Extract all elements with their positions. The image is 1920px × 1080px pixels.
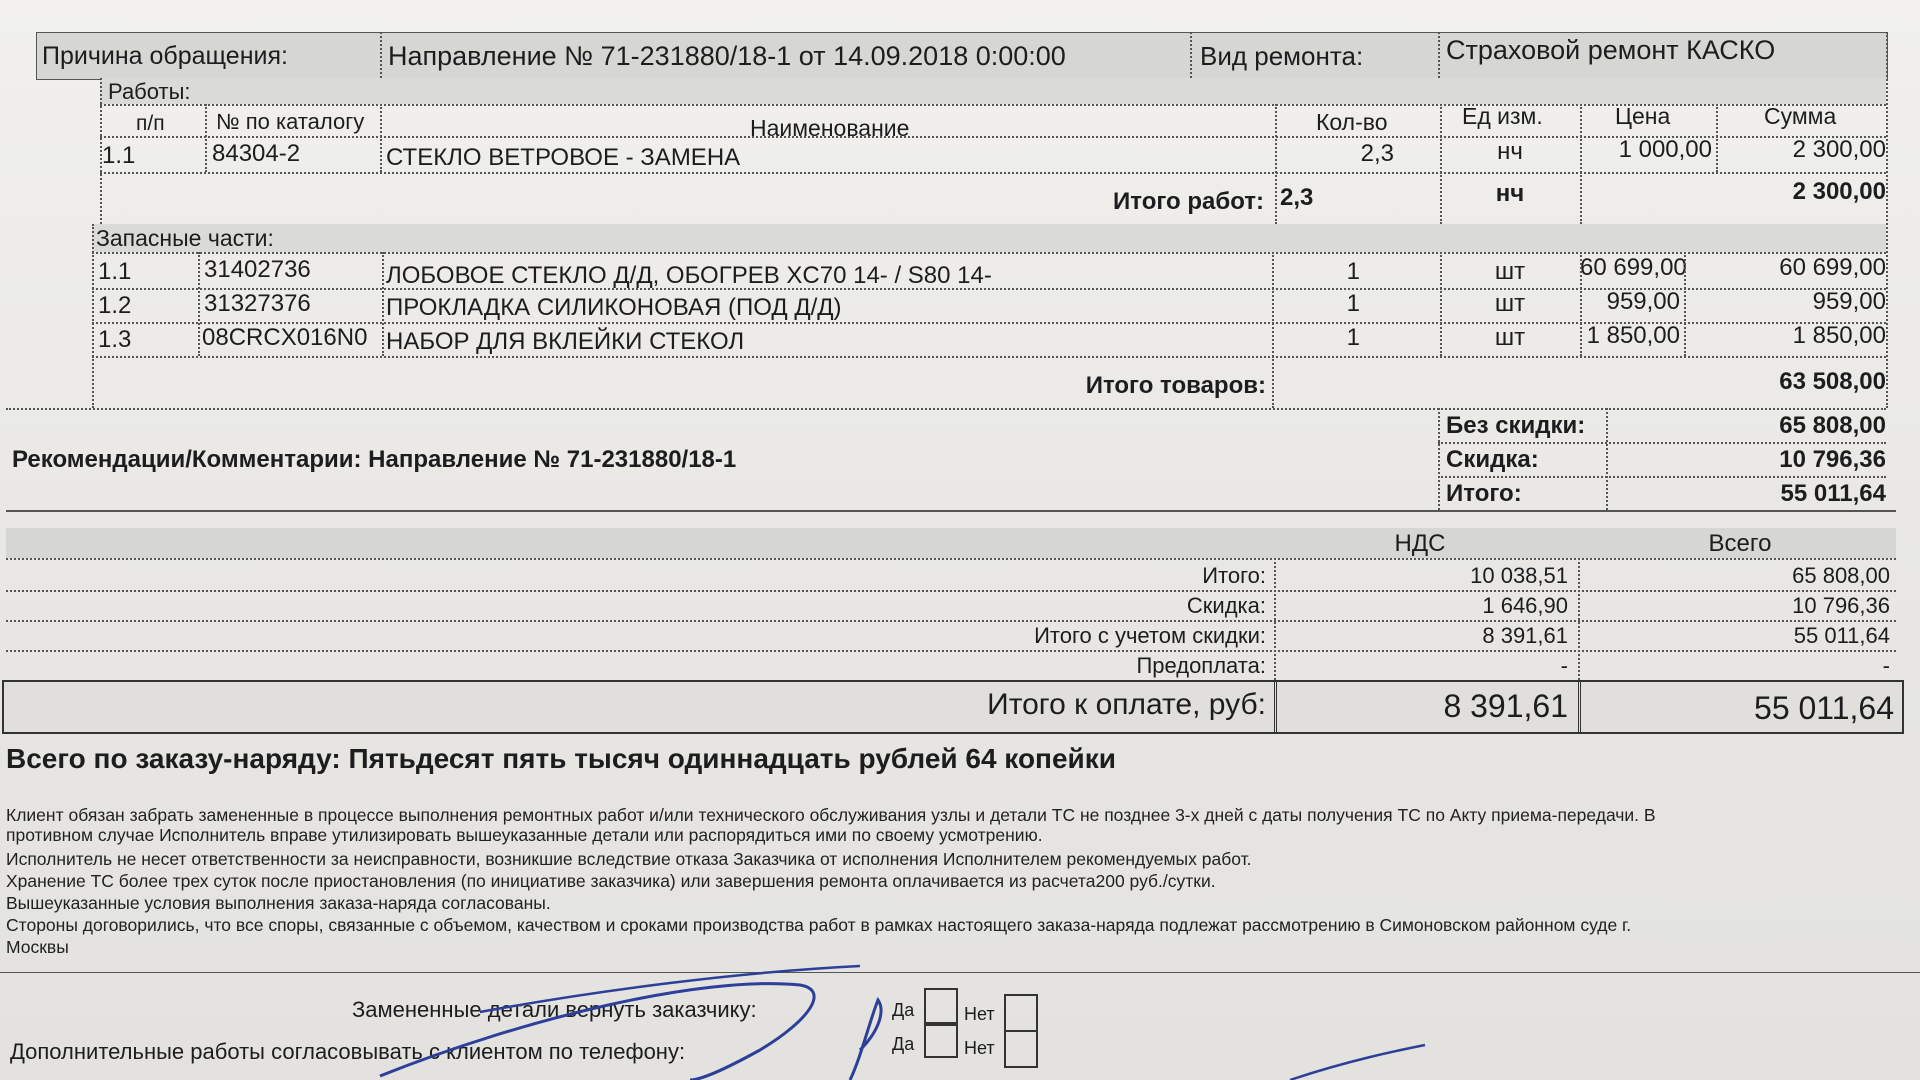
- part-sum: 1 850,00: [1792, 322, 1886, 349]
- vat-header: НДС: [1394, 530, 1446, 557]
- no-label: Нет: [964, 1038, 995, 1058]
- part-sum: 959,00: [1812, 288, 1886, 315]
- pay-vat: 8 391,61: [1443, 688, 1568, 724]
- part-price: 959,00: [1606, 288, 1680, 315]
- yes-label: Да: [892, 1034, 915, 1054]
- part-catalog: 31327376: [204, 290, 311, 317]
- extra-works-label: Дополнительные работы согласовывать с клиентом по телефону:: [10, 1039, 686, 1064]
- repair-type-value: Страховой ремонт КАСКО: [1446, 35, 1776, 65]
- part-qty: 1: [1346, 324, 1360, 351]
- part-num: 1.3: [98, 326, 132, 353]
- part-price: 1 850,00: [1586, 322, 1680, 349]
- row-qty: 2,3: [1360, 140, 1394, 167]
- reason-label: Причина обращения:: [42, 42, 288, 70]
- works-total-label: Итого работ:: [1113, 188, 1264, 215]
- discount-label: Скидка:: [1446, 446, 1539, 473]
- phone-no-checkbox[interactable]: [1004, 1030, 1038, 1068]
- total-label: Итого:: [1446, 480, 1522, 507]
- works-section-label: Работы:: [108, 79, 191, 104]
- parts-total-sum: 63 508,00: [1779, 368, 1886, 395]
- legal-line: Стороны договорились, что все споры, связанные с объемом, качеством и сроками производства работ в рамках настоящего заказа-наряда подлежат рассмотрению в Симоновском районном суде г.: [6, 915, 1632, 935]
- row-catalog: 84304-2: [212, 140, 301, 167]
- part-catalog: 08CRCX016N0: [202, 324, 368, 351]
- vat-row-label: Предоплата:: [1136, 653, 1266, 678]
- part-qty: 1: [1346, 290, 1360, 317]
- part-unit: шт: [1494, 290, 1526, 317]
- pay-label: Итого к оплате, руб:: [987, 688, 1266, 721]
- part-price: 60 699,00: [1580, 254, 1687, 281]
- col-price: Цена: [1615, 103, 1671, 129]
- row-unit: нч: [1497, 138, 1523, 165]
- legal-line: противном случае Исполнитель вправе утилизировать вышеуказанные детали или распорядиться ими по своему усмотрению.: [6, 825, 1043, 845]
- row-sum: 2 300,00: [1792, 136, 1886, 163]
- row-num: 1.1: [102, 142, 136, 169]
- works-total-sum: 2 300,00: [1792, 178, 1886, 205]
- return-no-checkbox[interactable]: [1004, 994, 1038, 1032]
- col-name: Наименование: [750, 115, 910, 141]
- part-sum: 60 699,00: [1779, 254, 1886, 281]
- part-name: НАБОР ДЛЯ ВКЛЕЙКИ СТЕКОЛ: [386, 328, 745, 355]
- no-discount-label: Без скидки:: [1446, 412, 1586, 439]
- part-unit: шт: [1494, 258, 1526, 285]
- part-qty: 1: [1346, 258, 1360, 285]
- vat-row-label: Итого:: [1202, 563, 1266, 588]
- vat-row-vat: 1 646,90: [1482, 593, 1568, 618]
- discount-value: 10 796,36: [1779, 446, 1886, 473]
- part-unit: шт: [1494, 324, 1526, 351]
- return-yes-checkbox[interactable]: [924, 988, 958, 1026]
- parts-section-bar: [92, 224, 1886, 252]
- vat-row-label: Скидка:: [1186, 593, 1266, 618]
- phone-yes-checkbox[interactable]: [924, 1022, 958, 1058]
- yes-label: Да: [892, 1000, 915, 1020]
- legal-line: Москвы: [6, 937, 69, 957]
- part-name: ЛОБОВОЕ СТЕКЛО Д/Д, ОБОГРЕВ XC70 14- / S80 14-: [386, 262, 992, 289]
- col-sum: Сумма: [1764, 103, 1837, 129]
- legal-line: Исполнитель не несет ответственности за неисправности, возникшие вследствие отказа Заказчика от исполнения Исполнителем рекомендуемых работ.: [6, 849, 1252, 869]
- legal-line: Хранение ТС более трех суток после приостановления (по инициативе заказчика) или завершения ремонта оплачивается из расчета200 руб./сутки.: [6, 871, 1216, 891]
- col-qty: Кол-во: [1316, 109, 1388, 135]
- vat-row-all: 55 011,64: [1793, 623, 1890, 648]
- vat-row-all: 65 808,00: [1792, 563, 1890, 588]
- row-price: 1 000,00: [1618, 136, 1712, 163]
- vat-row-vat: 10 038,51: [1470, 563, 1568, 588]
- total-in-words: Всего по заказу-наряду: Пятьдесят пять тысяч одиннадцать рублей 64 копейки: [6, 743, 1116, 774]
- works-section-bar: [100, 78, 1886, 104]
- vat-row-vat: -: [1560, 653, 1568, 678]
- part-catalog: 31402736: [204, 256, 311, 283]
- vat-all-header: Всего: [1708, 530, 1772, 557]
- pay-all: 55 011,64: [1754, 690, 1894, 726]
- legal-line: Вышеуказанные условия выполнения заказа-наряда согласованы.: [6, 893, 551, 913]
- col-unit: Ед изм.: [1462, 103, 1543, 129]
- part-num: 1.2: [98, 292, 132, 319]
- return-parts-label: Замененные детали вернуть заказчику:: [352, 997, 757, 1022]
- row-name: СТЕКЛО ВЕТРОВОЕ - ЗАМЕНА: [386, 144, 741, 171]
- vat-row-all: 10 796,36: [1792, 593, 1890, 618]
- parts-section-label: Запасные части:: [96, 225, 274, 251]
- direction-text: Направление № 71-231880/18-1 от 14.09.2018 0:00:00: [388, 41, 1066, 71]
- legal-line: Клиент обязан забрать замененные в процессе выполнения ремонтных работ и/или технического обслуживания узлы и детали ТС не позднее 3-х дней с даты получения ТС по Акту приема-передачи. В: [6, 805, 1656, 825]
- total-value: 55 011,64: [1780, 480, 1886, 507]
- col-catalog: № по каталогу: [216, 109, 365, 134]
- vat-row-label: Итого с учетом скидки:: [1034, 623, 1266, 648]
- vat-row-all: -: [1882, 653, 1890, 678]
- no-label: Нет: [964, 1004, 995, 1024]
- parts-total-label: Итого товаров:: [1085, 372, 1266, 399]
- comments: Рекомендации/Комментарии: Направление № 71-231880/18-1: [12, 446, 737, 473]
- works-total-unit: нч: [1495, 180, 1525, 207]
- vat-row-vat: 8 391,61: [1482, 623, 1568, 648]
- works-total-qty: 2,3: [1280, 184, 1314, 211]
- no-discount-value: 65 808,00: [1779, 412, 1886, 439]
- part-num: 1.1: [98, 258, 132, 285]
- col-num: п/п: [136, 112, 165, 135]
- repair-type-label: Вид ремонта:: [1200, 41, 1364, 71]
- part-name: ПРОКЛАДКА СИЛИКОНОВАЯ (ПОД Д/Д): [386, 294, 842, 321]
